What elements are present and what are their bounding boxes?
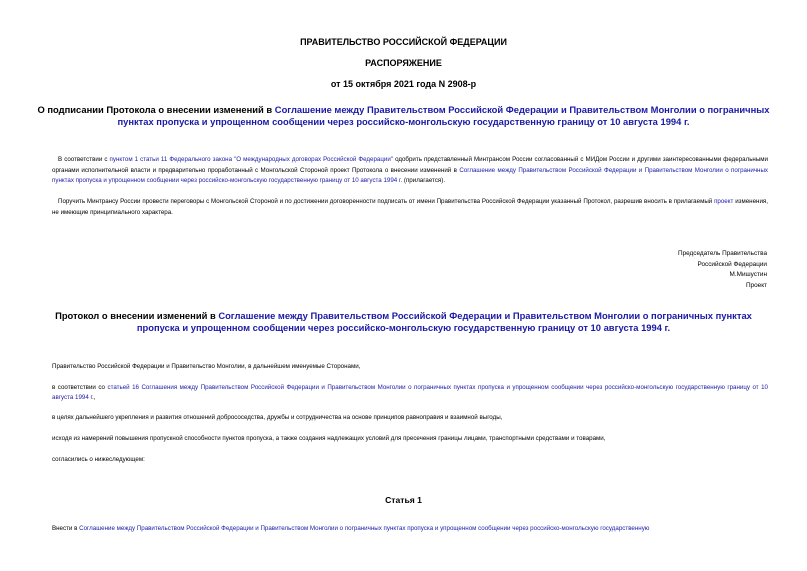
signature-line-2: Российской Федерации (697, 260, 767, 268)
doc-header-type: РАСПОРЯЖЕНИЕ (365, 58, 442, 68)
p1-text-c: (прилагается). (402, 177, 446, 184)
p1-text-b: одобрить представленный Минтрансом России согласованный с МИДом России и другими заинтересованными федеральными органами исполнительной власти и предварительно проработанный с Монгольской Стороной проект Протокола о внесении изменений в (52, 156, 769, 174)
p1-text-a: В соответствии с (58, 156, 110, 163)
signature-line-1: Председатель Правительства (678, 250, 767, 257)
doc-title-prefix: О подписании Протокола о внесении изменений в (37, 104, 275, 115)
p1-agreement-link[interactable]: Соглашение между Правительством Российской Федерации и Правительством Монголии о пограничных пунктах пропуска и упрощенном сообщении через российско-монгольскую государственную границу от 10 августа 1994 г. (52, 166, 769, 184)
article-1-title: Статья 1 (385, 495, 422, 505)
article-agreement-link[interactable]: Соглашение между Правительством Российской Федерации и Правительством Монголии о пограничных пунктах пропуска и упрощенном сообщении через российско-монгольскую государственную (79, 525, 650, 532)
p2-text-a: Поручить Минтрансу России провести переговоры с Монгольской Стороной и по достижении договоренности подписать от имени Правительства Российской Федерации указанный Протокол, разрешив вносить в прилагаемый (58, 198, 715, 205)
protocol-para-c: в целях дальнейшего укрепления и развития отношений добрососедства, дружбы и сотрудничества на основе принципов равноправия и взаимной выгоды, (52, 414, 503, 421)
protocol-para-b (52, 383, 768, 402)
pb-text-a: в соответствии со (52, 384, 108, 391)
p2-project-link[interactable]: проект (714, 198, 734, 205)
protocol-para-d: исходя из намерений повышения пропускной способности пунктов пропуска, а также создания надлежащих условий для пресечения границы лицами, транспортными средствами и товарами, (52, 435, 606, 442)
protocol-title-prefix: Протокол о внесении изменений в (55, 310, 219, 321)
paragraph-2 (52, 197, 768, 218)
protocol-para-a: Правительство Российской Федерации и Правительство Монголии, в дальнейшем именуемые Сторонами, (52, 363, 361, 370)
signature-line-4: Проект (745, 281, 767, 289)
doc-title (30, 104, 777, 128)
p2-text-b: изменения, не имеющие принципиального характера. (52, 198, 768, 216)
protocol-title-link[interactable]: Соглашение между Правительством Российской Федерации и Правительством Монголии о пограничных пунктах пропуска и упрощенном сообщении через российско-монгольскую государственную границу от 10 августа 1994 г. (136, 310, 752, 333)
doc-title-link[interactable]: Соглашение между Правительством Российской Федерации и Правительством Монголии о пограничных пунктах пропуска и упрощенном сообщении через российско-монгольскую государственную границу от 10 августа 1994 г. (117, 104, 770, 127)
article-text-a: Внести в (52, 525, 80, 532)
protocol-para-e: согласились о нижеследующем: (52, 456, 145, 463)
doc-header-date: от 15 октября 2021 года N 2908-р (330, 79, 477, 89)
paragraph-1 (52, 155, 768, 187)
protocol-title (40, 310, 767, 334)
p1-law-link[interactable]: пунктом 1 статьи 11 Федерального закона "О международных договорах Российской Федерации" (109, 156, 394, 163)
pb-text-b: , (93, 393, 96, 401)
doc-header-gov: ПРАВИТЕЛЬСТВО РОССИЙСКОЙ ФЕДЕРАЦИИ (300, 37, 507, 47)
article-1-text (52, 524, 768, 534)
signature-line-3: М.Мишустин (729, 271, 767, 279)
pb-article-link[interactable]: статьей 16 Соглашения между Правительством Российской Федерации и Правительством Монголии о пограничных пунктах пропуска и упрощенном сообщении через российско-монгольскую государственную границу от 10 августа 1994 г. (52, 384, 768, 401)
signature-block (678, 249, 767, 291)
